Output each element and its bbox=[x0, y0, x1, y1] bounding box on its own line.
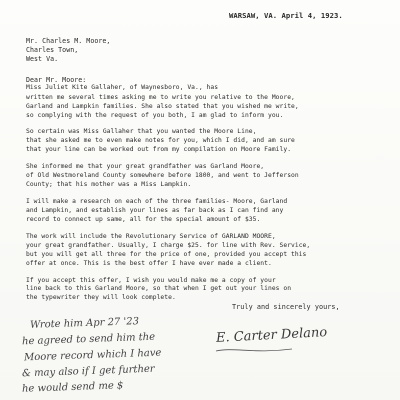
body-line: County; that his mother was a Miss Lampkin. bbox=[26, 181, 192, 188]
handwritten-note-line: he would send me $ bbox=[21, 380, 124, 395]
body-line: but you will get all three for the price of one, provided you accept this bbox=[26, 251, 307, 258]
closing: Truly and sincerely yours, bbox=[232, 303, 340, 311]
salutation: Dear Mr. Moore: bbox=[26, 76, 87, 84]
body-line: Miss Juliet Kite Gallaher, of Waynesboro, Va., has bbox=[26, 84, 219, 91]
body-line: so complying with the request of you both, I am glad to inform you. bbox=[26, 112, 284, 119]
recipient-city: Charles Town, bbox=[26, 46, 79, 54]
body-line: the typewriter they will look complete. bbox=[26, 294, 176, 301]
body-line: If you accept this offer, I wish you would make me a copy of your bbox=[26, 277, 276, 284]
recipient-state: West Va. bbox=[26, 55, 59, 63]
body-line: of Old Westmoreland County somewhere before 1800, and went to Jefferson bbox=[26, 172, 299, 179]
body-line: your great grandfather. Usually, I charge $25. for line with Rev. Service, bbox=[26, 242, 311, 249]
body-line: Garland and Lampkin families. She also stated that you wished me write, bbox=[26, 103, 299, 110]
body-line: offer at once. This is the best offer I have ever made a client. bbox=[26, 260, 272, 267]
body-line: The work will include the Revolutionary Service of GARLAND MOORE, bbox=[26, 233, 276, 240]
handwritten-note-line: he agreed to send him the bbox=[21, 331, 156, 348]
body-line: written me several times asking me to write you relative to the Moore, bbox=[26, 94, 295, 101]
body-line: and Lampkin, and establish your lines as far back as I can find any bbox=[26, 207, 284, 214]
handwritten-note-line: & may also if I get further bbox=[21, 363, 155, 380]
body-line: So certain was Miss Gallaher that you wanted the Moore Line, bbox=[26, 128, 257, 135]
recipient-name: Mr. Charles M. Moore, bbox=[26, 37, 111, 45]
body-line: line back to this Garland Moore, so that when I get out your lines on bbox=[26, 285, 292, 292]
signature: E. Carter Delano bbox=[215, 325, 328, 346]
body-line: that your line can be worked out from my compilation on Moore Family. bbox=[26, 146, 292, 153]
handwritten-note-line: Wrote him Apr 27 '23 bbox=[29, 316, 140, 331]
signature-flourish-icon bbox=[214, 345, 294, 355]
body-line: I will make a research on each of the three families- Moore, Garland bbox=[26, 198, 288, 205]
body-line: She informed me that your great grandfather was Garland Moore, bbox=[26, 163, 265, 170]
dateline: WARSAW, VA. April 4, 1923. bbox=[229, 11, 343, 20]
handwritten-note-line: Moore record which I have bbox=[23, 347, 162, 364]
body-line: that she asked me to even make notes for you, which I did, and am sure bbox=[26, 137, 295, 144]
body-line: record to connect up same, all for the special amount of $35. bbox=[26, 216, 261, 223]
